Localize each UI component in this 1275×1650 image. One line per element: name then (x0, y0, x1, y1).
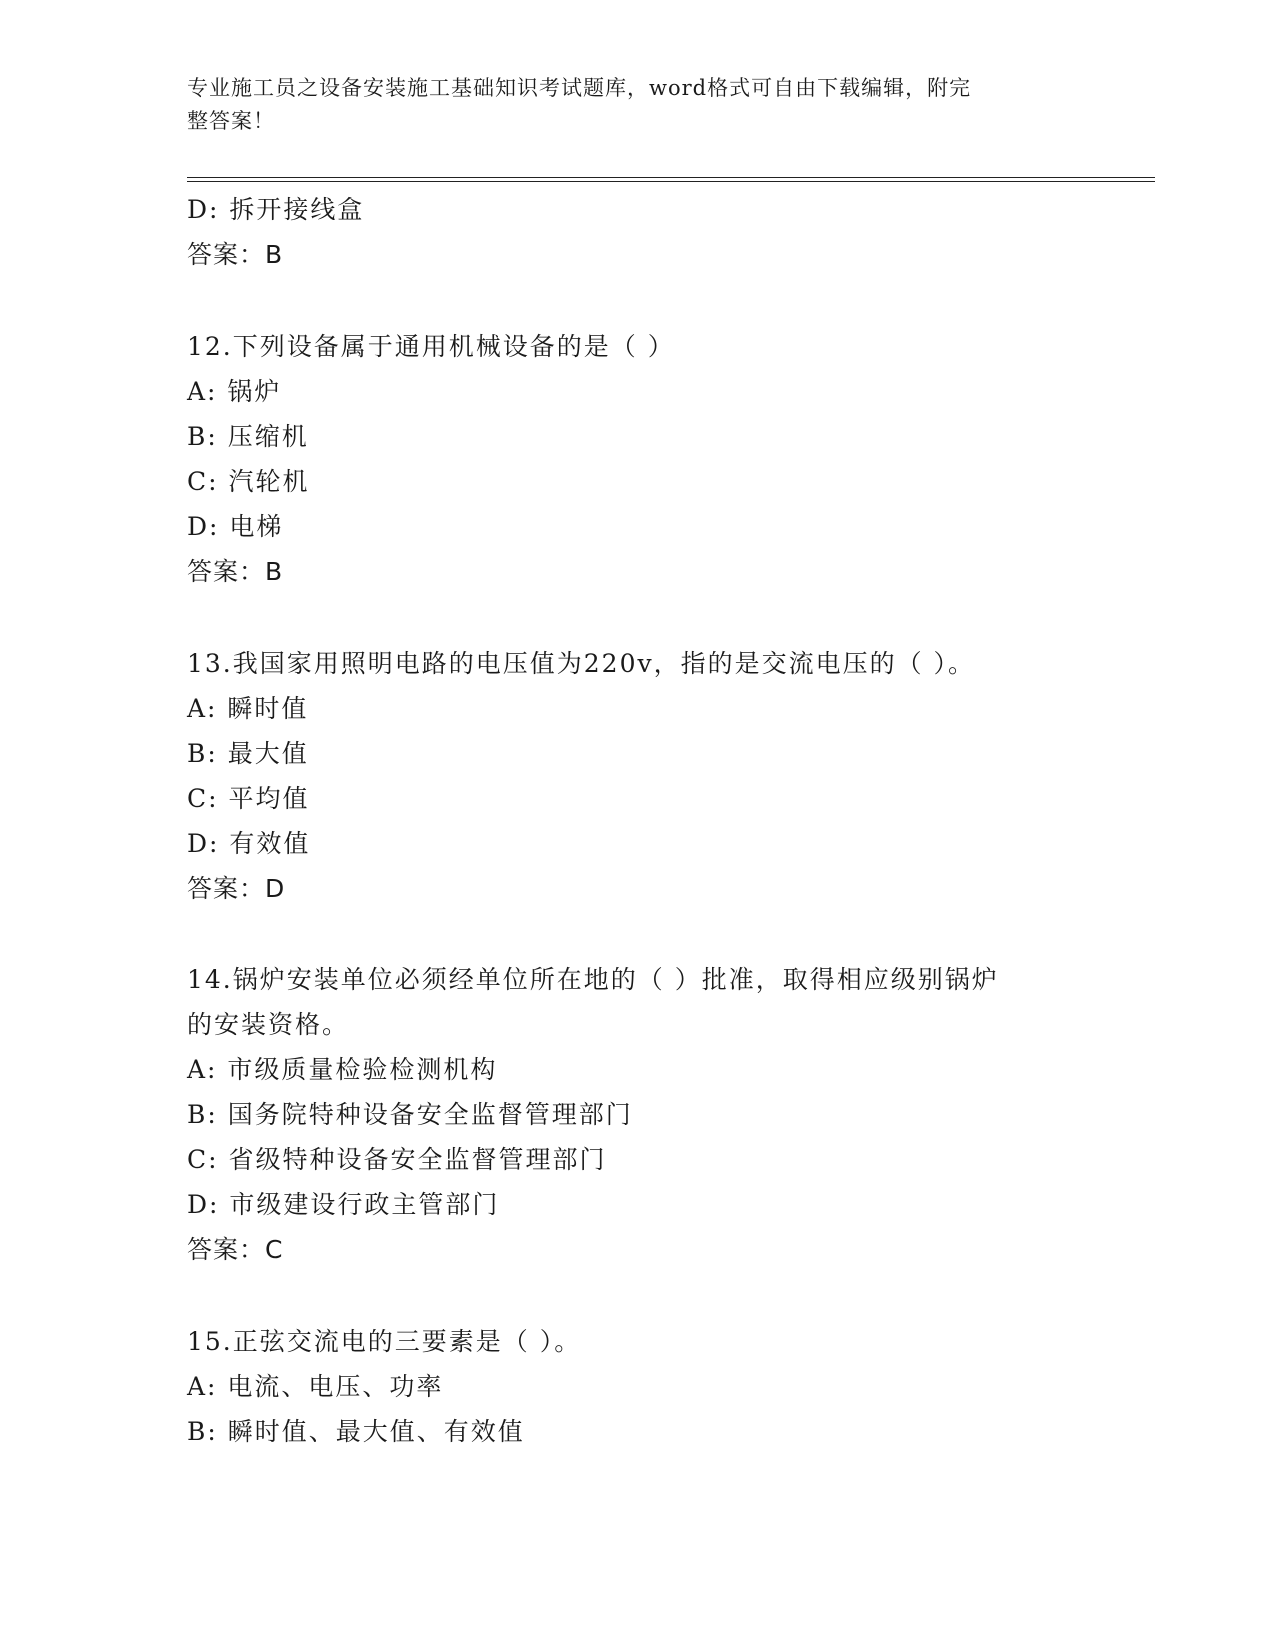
question-12-stem: 12.下列设备属于通用机械设备的是（ ） (187, 332, 675, 361)
question-13-answer: 答案：D (187, 874, 286, 903)
question-12-option-a: A: 锅炉 (187, 377, 282, 406)
question-14-answer: 答案：C (187, 1235, 284, 1264)
question-13-option-b: B: 最大值 (187, 739, 309, 768)
header-line-1: 专业施工员之设备安装施工基础知识考试题库，word格式可自由下载编辑，附完 (187, 76, 972, 100)
question-14-option-a: A: 市级质量检验检测机构 (187, 1055, 498, 1084)
question-13-option-a: A: 瞬时值 (187, 694, 309, 723)
question-15-stem: 15.正弦交流电的三要素是（ ）。 (187, 1327, 582, 1356)
question-12-option-c: C: 汽轮机 (187, 467, 310, 496)
question-14-option-c: C: 省级特种设备安全监督管理部门 (187, 1145, 607, 1174)
question-12-answer: 答案：B (187, 557, 284, 586)
question-15-option-a: A: 电流、电压、功率 (187, 1372, 444, 1401)
question-13-option-d: D: 有效值 (187, 829, 311, 858)
question-14-option-b: B: 国务院特种设备安全监督管理部门 (187, 1100, 633, 1129)
prev-option-d: D: 拆开接线盒 (187, 195, 365, 224)
question-13-option-c: C: 平均值 (187, 784, 310, 813)
header-divider (187, 177, 1155, 182)
document-header (187, 72, 1067, 138)
question-14-option-d: D: 市级建设行政主管部门 (187, 1190, 500, 1219)
question-13-stem: 13.我国家用照明电路的电压值为220v，指的是交流电压的（ ）。 (187, 649, 976, 678)
question-15-option-b: B: 瞬时值、最大值、有效值 (187, 1417, 525, 1446)
question-12-option-b: B: 压缩机 (187, 422, 309, 451)
question-12-option-d: D: 电梯 (187, 512, 284, 541)
header-line-2: 整答案！ (187, 109, 275, 133)
question-14-stem-line-1: 14.锅炉安装单位必须经单位所在地的（ ）批准，取得相应级别锅炉 (187, 965, 999, 994)
question-14-stem-line-2: 的安装资格。 (187, 1010, 350, 1039)
prev-answer: 答案：B (187, 240, 284, 269)
